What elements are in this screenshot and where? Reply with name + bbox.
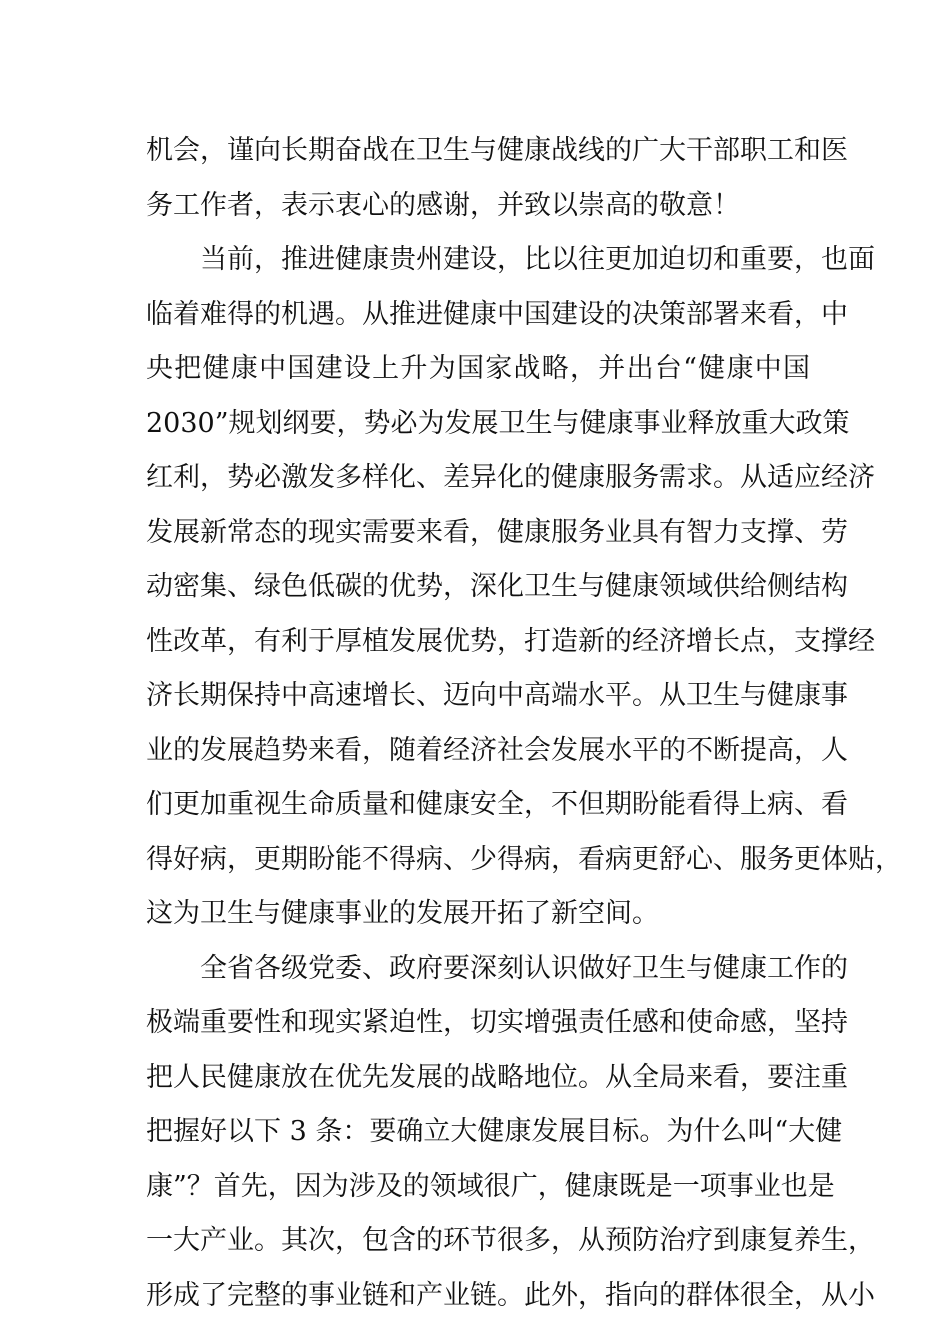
text-line: 把人民健康放在优先发展的战略地位。从全局来看，要注重: [146, 1061, 848, 1093]
text-line: 康”？首先，因为涉及的领域很广，健康既是一项事业也是: [146, 1170, 835, 1202]
text-line: 把握好以下 3 条：要确立大健康发展目标。为什么叫“大健: [146, 1116, 843, 1147]
text-line: 央把健康中国建设上升为国家战略，并出台“健康中国: [146, 353, 810, 384]
text-line: 极端重要性和现实紧迫性，切实增强责任感和使命感，坚持: [146, 1007, 848, 1038]
text-line: 们更加重视生命质量和健康安全，不但期盼能看得上病、看: [146, 789, 848, 820]
text-line: 机会，谨向长期奋战在卫生与健康战线的广大干部职工和医: [146, 135, 848, 166]
text-line: 2030”规划纲要，势必为发展卫生与健康事业释放重大政策: [146, 407, 850, 439]
text-line: 临着难得的机遇。从推进健康中国建设的决策部署来看，中: [146, 298, 848, 330]
text-line: 动密集、绿色低碳的优势，深化卫生与健康领域供给侧结构: [146, 571, 848, 602]
text-line: 形成了完整的事业链和产业链。此外，指向的群体很全，从小: [146, 1279, 875, 1311]
text-line: 济长期保持中高速增长、迈向中高端水平。从卫生与健康事: [146, 680, 848, 711]
body-text: [146, 124, 902, 1323]
text-line: 一大产业。其次，包含的环节很多，从预防治疗到康复养生，: [146, 1225, 875, 1256]
text-line: 业的发展趋势来看，随着经济社会发展水平的不断提高，人: [146, 734, 848, 766]
text-line: 务工作者，表示衷心的感谢，并致以崇高的敬意！: [146, 189, 740, 221]
text-line: 红利，势必激发多样化、差异化的健康服务需求。从适应经济: [146, 462, 875, 493]
text-line: 这为卫生与健康事业的发展开拓了新空间。: [146, 898, 659, 929]
text-line: 当前，推进健康贵州建设，比以往更加迫切和重要，也面: [200, 244, 875, 275]
text-line: 得好病，更期盼能不得病、少得病，看病更舒心、服务更体贴，: [146, 843, 902, 875]
text-line: 全省各级党委、政府要深刻认识做好卫生与健康工作的: [200, 952, 848, 984]
text-line: 发展新常态的现实需要来看，健康服务业具有智力支撑、劳: [146, 516, 848, 548]
text-line: 性改革，有利于厚植发展优势，打造新的经济增长点，支撑经: [146, 625, 875, 657]
